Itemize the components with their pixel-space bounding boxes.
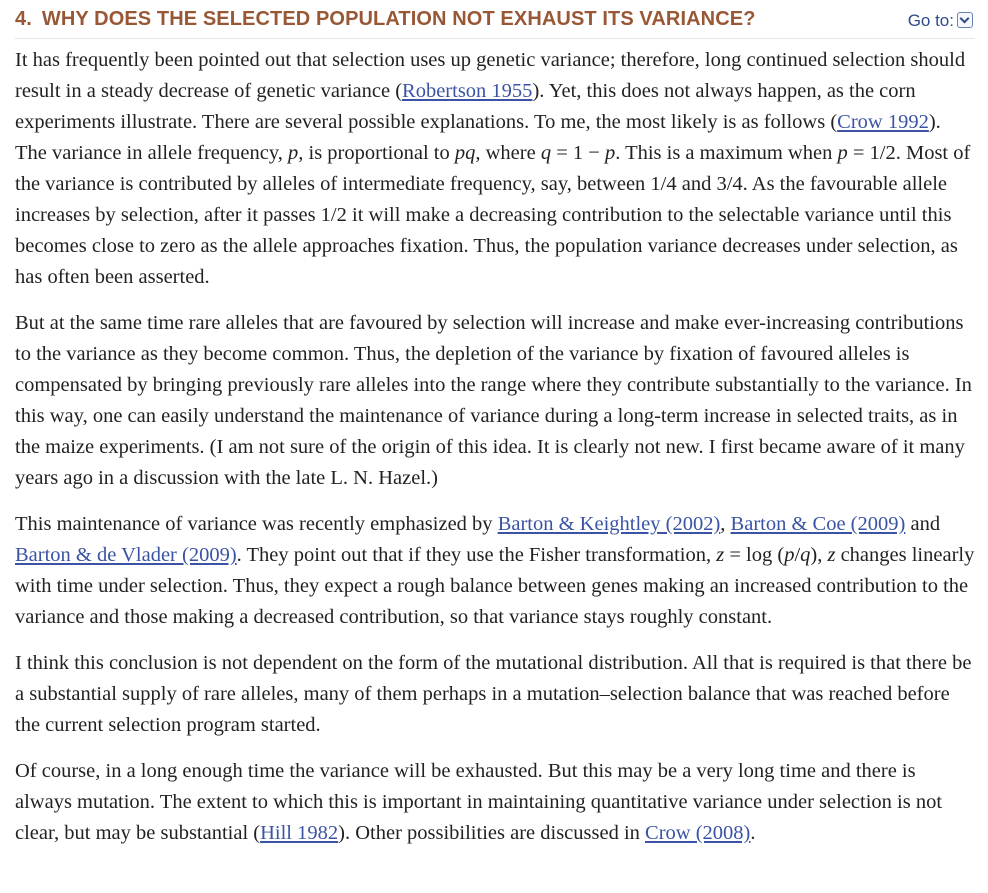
text: / [794,544,801,566]
text: ), [810,544,828,566]
reference-link-barton-keightley-2002[interactable]: Barton & Keightley (2002) [497,513,721,535]
reference-link-crow-1992[interactable]: Crow 1992 [837,111,929,133]
paragraph-5 [15,756,975,849]
text: . They point out that if they use the Fisher transformation, [236,544,717,566]
math-variable: p [784,544,795,566]
text: . [750,822,756,844]
paragraph-3 [15,509,975,633]
section-header [15,0,975,39]
reference-link-hill-1982[interactable]: Hill 1982 [260,822,339,844]
section-title-text: WHY DOES THE SELECTED POPULATION NOT EXHAUST ITS VARIANCE? [41,8,756,30]
text: ). Yet, this does not always happen, as the corn experiments illustrate. There are several possible explanations. To me, the most likely is as follows ( [15,80,916,133]
section-title [15,8,756,31]
text: , is proportional to [298,142,455,164]
paragraph-1 [15,45,975,293]
goto-menu[interactable] [908,11,973,31]
paragraph-2: But at the same time rare alleles that are favoured by selection will increase and make ever-increasing contributions to the variance as they become common. Thus, the depletion of the variance by fixation of favoured alleles is compensated by bringing previously rare alleles into the range where they contribute substantially to the variance. In this way, one can easily understand the maintenance of variance during a long-term increase in selected traits, as in the maize experiments. (I am not sure of the origin of this idea. It is clearly not new. I first became aware of it many years ago in a discussion with the late L. N. Hazel.) [15,312,972,489]
math-variable: p [288,142,299,164]
reference-link-barton-de-vlader-2009[interactable]: Barton & de Vlader (2009) [15,544,237,566]
paragraph-4: I think this conclusion is not dependent on the form of the mutational distribution. All that is required is that there be a substantial supply of rare alleles, many of them perhaps in a mutation–selection balance that was reached before the current selection program started. [15,652,972,736]
math-variable: p [837,142,848,164]
text: . This is a maximum when [615,142,838,164]
text: Of course, in a long enough time the variance will be exhausted. But this may be a very long time and there is always mutation. The extent to which this is important in maintaining quantitative variance under selection is not clear, but may be substantial ( [15,760,943,844]
text: = 1/2. Most of the variance is contributed by alleles of intermediate frequency, say, between 1/4 and 3/4. As the favourable allele increases by selection, after it passes 1/2 it will make a decreasing contribution to the selectable variance until this becomes close to zero as the allele approaches fixation. Thus, the population variance decreases under selection, as has often been asserted. [15,142,971,288]
goto-label: Go to: [907,11,954,30]
text: changes linearly with time under selection. Thus, they expect a rough balance between genes making an increased contribution to the variance and those making a decreased contribution, so that variance stays roughly constant. [15,544,975,628]
math-variable: pq [454,142,476,164]
section-number: 4. [15,8,32,30]
chevron-down-icon[interactable] [957,12,973,28]
math-variable: q [540,142,552,164]
math-variable: z [827,544,836,566]
text: and [905,513,941,535]
text: ). Other possibilities are discussed in [338,822,646,844]
math-variable: q [800,544,811,566]
text: , [720,513,731,535]
reference-link-crow-2008[interactable]: Crow (2008) [645,822,751,844]
text: = log ( [724,544,785,566]
text: It has frequently been pointed out that selection uses up genetic variance; therefore, long continued selection should result in a steady decrease of genetic variance ( [15,49,966,102]
text: , where [475,142,541,164]
text: ). The variance in allele frequency, [15,111,941,164]
reference-link-robertson-1955[interactable]: Robertson 1955 [402,80,533,102]
text: = 1 − [551,142,605,164]
text: This maintenance of variance was recently emphasized by [15,513,498,535]
math-variable: z [716,544,725,566]
reference-link-barton-coe-2009[interactable]: Barton & Coe (2009) [730,513,906,535]
math-variable: p [604,142,616,164]
